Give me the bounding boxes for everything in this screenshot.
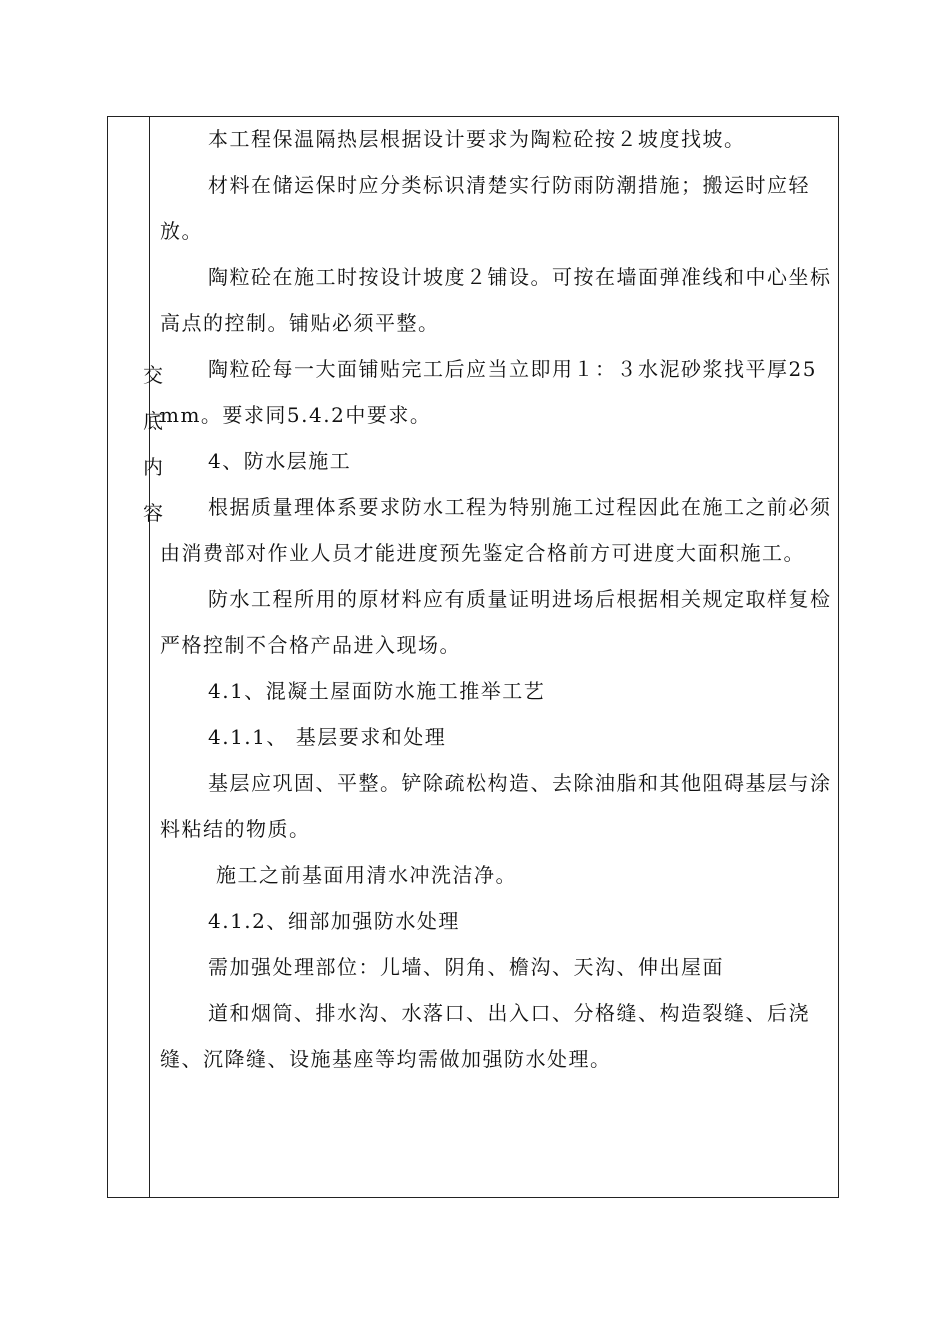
side-label-char: 内: [143, 455, 163, 479]
paragraph: 基层应巩固、平整。铲除疏松构造、去除油脂和其他阻碍基层与涂料粘结的物质。: [160, 771, 832, 841]
content-body: [160, 116, 832, 1082]
column-divider: [149, 116, 150, 1198]
paragraph: 需加强处理部位：儿墙、阴角、檐沟、天沟、伸出屋面: [208, 955, 724, 979]
paragraph: 陶粒砼在施工时按设计坡度２铺设。可按在墙面弹准线和中心坐标高点的控制。铺贴必须平整。: [160, 265, 832, 335]
paragraph: 本工程保温隔热层根据设计要求为陶粒砼按２坡度找坡。: [208, 127, 746, 151]
paragraph: 防水工程所用的原材料应有质量证明进场后根据相关规定取样复检严格控制不合格产品进入现场。: [160, 587, 832, 657]
paragraph: 施工之前基面用清水冲洗洁净。: [216, 863, 517, 887]
paragraph: 材料在储运保时应分类标识清楚实行防雨防潮措施；搬运时应轻放。: [160, 173, 810, 243]
side-label-char: 底: [143, 409, 163, 433]
paragraph: 陶粒砼每一大面铺贴完工后应当立即用１：３水泥砂浆找平厚25mm。要求同5.4.2中要求。: [160, 357, 817, 427]
section-heading: 4.1、混凝土屋面防水施工推举工艺: [208, 679, 546, 703]
side-label-char: 交: [143, 363, 163, 387]
paragraph: 道和烟筒、排水沟、水落口、出入口、分格缝、构造裂缝、后浇缝、沉降缝、设施基座等均需做加强防水处理。: [160, 1001, 810, 1071]
paragraph: 根据质量理体系要求防水工程为特别施工过程因此在施工之前必须由消费部对作业人员才能进度预先鉴定合格前方可进度大面积施工。: [160, 495, 832, 565]
side-label-char: 容: [143, 501, 163, 525]
section-heading: 4.1.2、细部加强防水处理: [208, 909, 460, 933]
section-heading: 4、防水层施工: [208, 449, 352, 473]
section-heading: 4.1.1、 基层要求和处理: [208, 725, 447, 749]
